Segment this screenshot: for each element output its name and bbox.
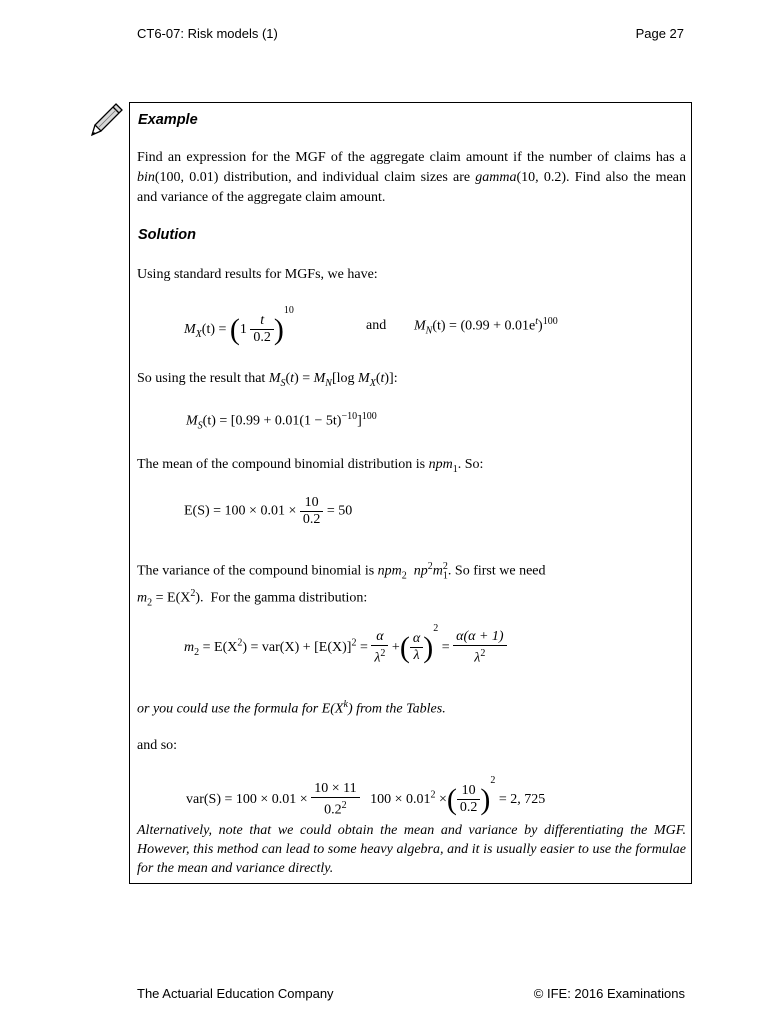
equation-mgf-n: $M_N(t) = (0.99 + 0.01e^t)^{100}$: [414, 316, 558, 337]
and-word: and: [366, 318, 387, 333]
mean-text: The mean of the compound binomial distribution is npm$_1$. So:: [137, 457, 484, 475]
solution-heading: Solution: [138, 227, 196, 243]
and-so: and so:: [137, 738, 178, 753]
solution-intro: Using standard results for MGFs, we have:: [137, 267, 378, 282]
tables-note: or you could use the formula for $E(X^k)$ from the Tables.: [137, 699, 446, 717]
equation-gamma-m2: $m_2 = E(X^2) = var(X) + [E(X)]^2$ = $\frac{\alpha}{\lambda^2}$ +( $\frac{\alpha}{\lambda}$ )$^2$ = $\frac{\alpha(\alpha + 1)}{\lambda^2}$: [184, 623, 507, 667]
pen-icon: [90, 102, 124, 138]
header-course-title: CT6-07: Risk models (1): [137, 26, 278, 41]
example-question: Find an expression for the MGF of the aggregate claim amount if the number of claims has a bin(100, 0.01) distribution, and individual claim sizes are gamma(10, 0.2). Find also the mean and variance of the aggregate claim amount.: [137, 150, 686, 205]
m2-definition: $m_2 = E(X^2)$. For the gamma distribution:: [137, 588, 368, 609]
equation-mgf-s: $M_S(t) = [0.99 + 0.01(1 - 5t)^{-10}]^{100}$: [186, 411, 377, 432]
example-heading: Example: [138, 112, 198, 128]
footer-copyright: © IFE: 2016 Examinations: [533, 986, 685, 1001]
alternative-note: Alternatively, note that we could obtain the mean and variance by differentiating the MGF. However, this method can lead to some heavy algebra, and it is usually easier to use the formulae for the mean and variance directly.: [137, 823, 686, 876]
footer-company: The Actuarial Education Company: [137, 986, 334, 1001]
header-page-number: Page 27: [635, 26, 684, 41]
equation-variance: var(S) = 100 × 0.01 × $\frac{10 \times 11}{0.2^2}$ $100 \times 0.01^2$ ×( $\frac{10}{0.2}$ )$^2$ = 2, 725: [186, 775, 546, 818]
equation-mgf-x: $M_X(t) = (1$ $\frac{t}{0.2}$ )$^{10}$: [184, 305, 294, 346]
result-intro: So using the result that $M_S(t) = M_N[\log$ $M_X(t)$]:: [137, 371, 398, 389]
equation-mean: E(S) = 100 × 0.01 × $\frac{10}{0.2}$ = 50: [184, 495, 353, 527]
variance-text: The variance of the compound binomial is npm$_2$ $np^2m_1^2$. So first we need: [137, 561, 546, 582]
example-box: [129, 102, 692, 884]
